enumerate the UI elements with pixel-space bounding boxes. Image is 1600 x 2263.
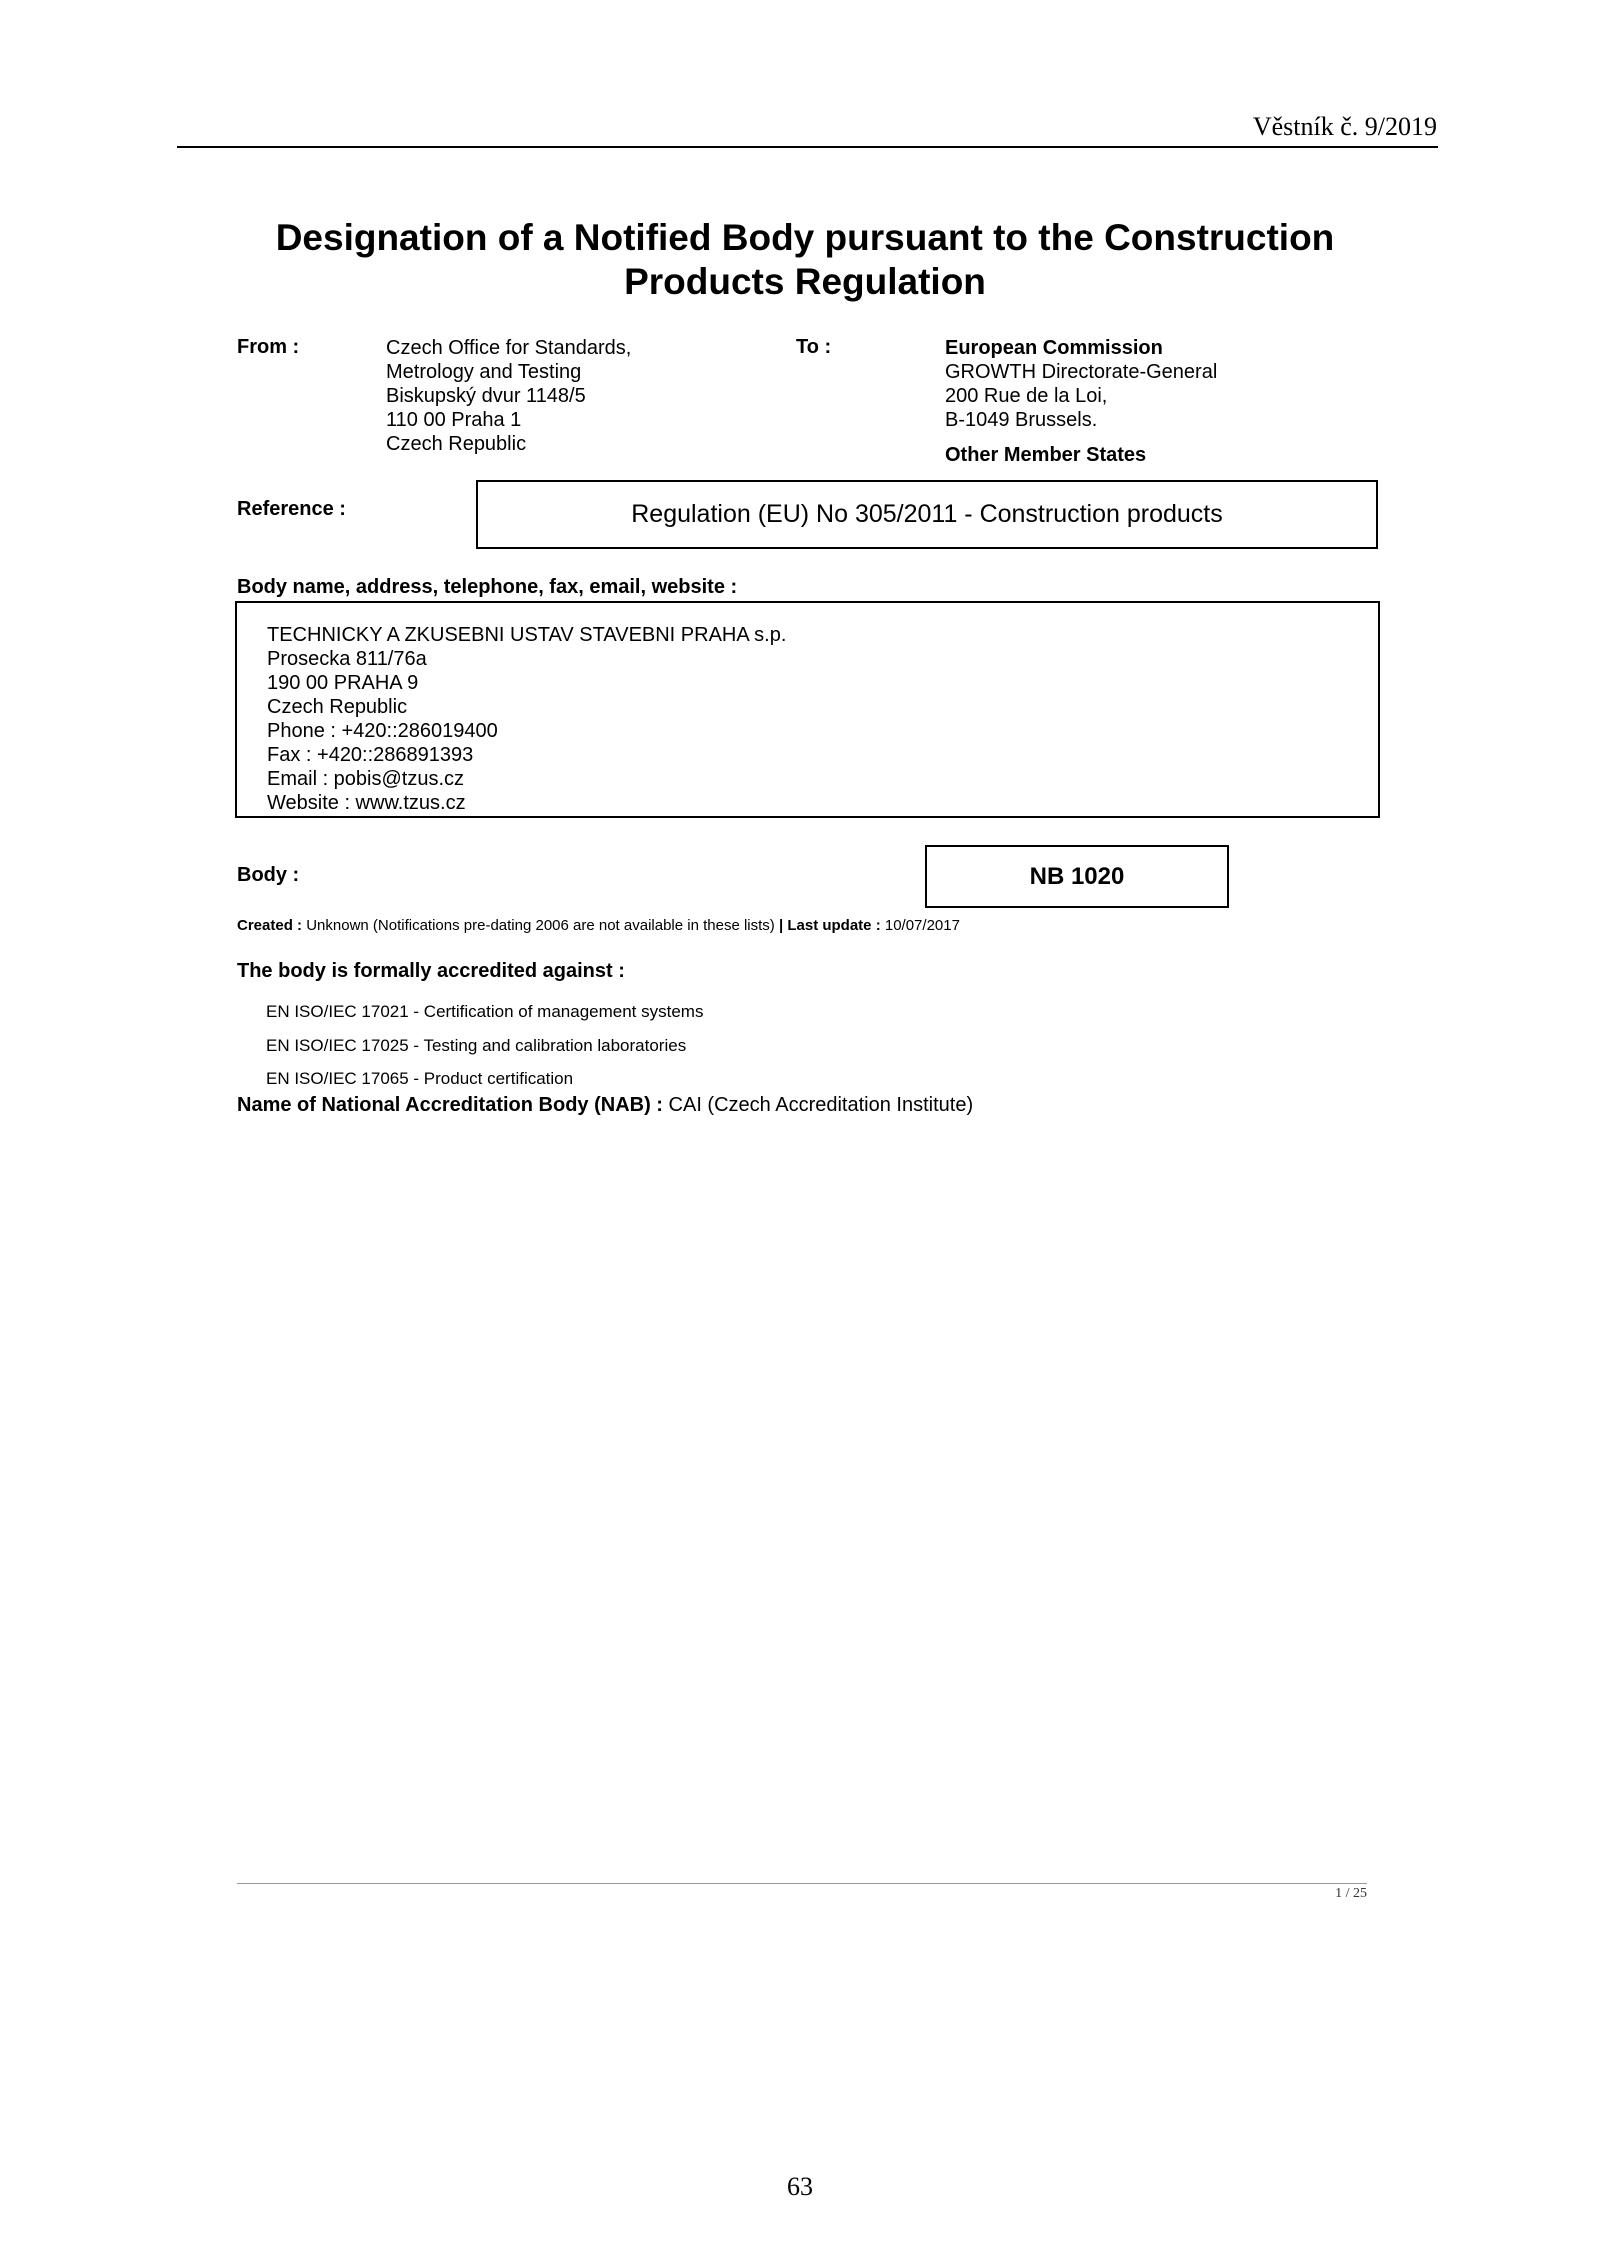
- body-info-line: Fax : +420::286891393: [267, 744, 474, 766]
- created-value: Unknown (Notifications pre-dating 2006 are not available in these lists): [306, 917, 775, 934]
- footer-rule: [237, 1883, 1367, 1884]
- from-line: Czech Republic: [386, 433, 527, 455]
- body-info-line: 190 00 PRAHA 9: [267, 672, 419, 694]
- body-info-line: Phone : +420::286019400: [267, 720, 498, 742]
- body-info-line: Czech Republic: [267, 696, 408, 718]
- last-update-label: Last update :: [787, 917, 881, 934]
- accreditation-item: EN ISO/IEC 17025 - Testing and calibration laboratories: [266, 1035, 687, 1055]
- page-of-count: 1 / 25: [1335, 1886, 1367, 1901]
- from-line: Biskupský dvur 1148/5: [386, 385, 586, 407]
- created-separator: |: [778, 917, 784, 934]
- created-line: [237, 917, 960, 934]
- to-line: B-1049 Brussels.: [945, 409, 1098, 431]
- reference-box: [476, 480, 1378, 549]
- to-label: To :: [796, 336, 832, 358]
- accreditation-item: EN ISO/IEC 17065 - Product certification: [266, 1069, 574, 1088]
- from-line: 110 00 Praha 1: [386, 409, 522, 431]
- body-info-label: Body name, address, telephone, fax, email, website :: [237, 576, 738, 598]
- to-line: GROWTH Directorate-General: [945, 361, 1218, 383]
- nab-label: Name of National Accreditation Body (NAB) :: [237, 1094, 663, 1116]
- from-address: [386, 336, 631, 456]
- body-label: Body :: [237, 864, 300, 886]
- last-update-value: 10/07/2017: [884, 917, 960, 934]
- accreditation-list: [266, 995, 703, 1096]
- accreditation-heading: The body is formally accredited against :: [237, 960, 625, 982]
- body-info-line: TECHNICKY A ZKUSEBNI USTAV STAVEBNI PRAHA s.p.: [267, 624, 787, 646]
- header-rule: [177, 146, 1438, 148]
- reference-label: Reference :: [237, 498, 346, 520]
- page-number: 63: [787, 2172, 813, 2201]
- nab-line: [237, 1094, 973, 1117]
- page-title-line-2: Products Regulation: [624, 261, 986, 302]
- accreditation-item: EN ISO/IEC 17021 - Certification of management systems: [266, 1002, 704, 1021]
- page-title-line-1: Designation of a Notified Body pursuant to the Construction: [275, 217, 1335, 258]
- nb-number: NB 1020: [1029, 862, 1125, 890]
- to-other: Other Member States: [945, 444, 1147, 466]
- body-info-website: Website : www.tzus.cz: [267, 792, 466, 814]
- to-line: 200 Rue de la Loi,: [945, 385, 1108, 407]
- from-line: Czech Office for Standards,: [386, 337, 632, 359]
- page-title: [0, 216, 1600, 304]
- body-info-email: Email : pobis@tzus.cz: [267, 768, 465, 790]
- reference-value: Regulation (EU) No 305/2011 - Construction products: [631, 500, 1223, 528]
- from-label: From :: [237, 336, 300, 358]
- nb-box: [925, 845, 1229, 908]
- to-address: [945, 336, 1217, 467]
- body-info-box: [235, 601, 1380, 818]
- to-org: European Commission: [945, 337, 1163, 359]
- from-line: Metrology and Testing: [386, 361, 582, 383]
- body-info-line: Prosecka 811/76a: [267, 648, 427, 670]
- nab-value: CAI (Czech Accreditation Institute): [668, 1094, 974, 1116]
- journal-header: Věstník č. 9/2019: [1252, 112, 1437, 141]
- created-label: Created :: [237, 917, 303, 934]
